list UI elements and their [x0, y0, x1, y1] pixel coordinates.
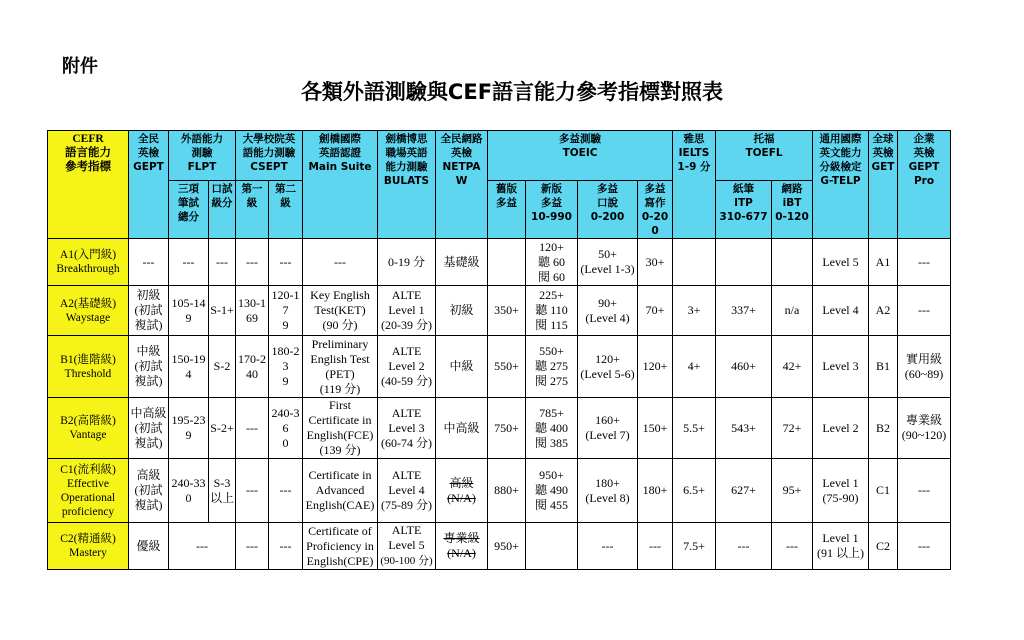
- toefl-itp-cell: 460+: [716, 336, 772, 398]
- header-gept: 全民 英檢 GEPT: [129, 131, 169, 239]
- toefl-ibt-cell: 72+: [772, 398, 813, 459]
- cefr-level: C1(流利級) Effective Operational proficiency: [48, 459, 129, 523]
- gtelp-cell: Level 1 (91 以上): [813, 523, 869, 570]
- get-cell: C2: [869, 523, 898, 570]
- toeic-writing-cell: 70+: [638, 286, 673, 336]
- get-cell: A1: [869, 239, 898, 286]
- netpaw-cell: 高級 (N/A): [436, 459, 488, 523]
- header-toeic: 多益測驗 TOEIC: [488, 131, 673, 181]
- toeic-old-cell: 880+: [488, 459, 526, 523]
- gept-cell: 中高級 (初試 複試): [129, 398, 169, 459]
- cambridge-cell: Certificate in Advanced English(CAE): [303, 459, 378, 523]
- toeic-writing-cell: 150+: [638, 398, 673, 459]
- gept-cell: 中級 (初試 複試): [129, 336, 169, 398]
- toeic-speaking-cell: 180+ (Level 8): [578, 459, 638, 523]
- toeic-new-cell: 785+ 聽 400 閱 385: [526, 398, 578, 459]
- flpt-oral-cell: S-2+: [209, 398, 236, 459]
- table-row: [48, 398, 951, 459]
- csept-level2-cell: ---: [269, 239, 303, 286]
- gept-pro-cell: ---: [898, 239, 951, 286]
- table-row: [48, 286, 951, 336]
- flpt-oral-cell: S-3 以上: [209, 459, 236, 523]
- gtelp-cell: Level 1 (75-90): [813, 459, 869, 523]
- gept-cell: 優級: [129, 523, 169, 570]
- get-cell: B1: [869, 336, 898, 398]
- csept-level2-cell: ---: [269, 523, 303, 570]
- header-cambridge: 劍橋國際 英語認證 Main Suite: [303, 131, 378, 239]
- flpt-cell: ---: [169, 523, 236, 570]
- table-row: [48, 459, 951, 523]
- csept-level1-cell: 170-2 40: [236, 336, 269, 398]
- header-flpt-oral: 口試 級分: [209, 181, 236, 239]
- header-toeic-new: 新版 多益 10-990: [526, 181, 578, 239]
- flpt-oral-cell: ---: [209, 239, 236, 286]
- gtelp-cell: Level 4: [813, 286, 869, 336]
- header-ielts: 雅思 IELTS 1-9 分: [673, 131, 716, 239]
- annex-label: 附件: [62, 56, 98, 77]
- header-toeic-speaking: 多益 口說 0-200: [578, 181, 638, 239]
- flpt-total-cell: 195-239: [169, 398, 209, 459]
- netpaw-cell: 專業級 (N/A): [436, 523, 488, 570]
- get-cell: B2: [869, 398, 898, 459]
- toefl-ibt-cell: 42+: [772, 336, 813, 398]
- bulats-cell: ALTE Level 2 (40-59 分): [378, 336, 436, 398]
- header-gept-pro: 企業 英檢 GEPT Pro: [898, 131, 951, 239]
- toeic-writing-cell: ---: [638, 523, 673, 570]
- header-csept-level1: 第一 級: [236, 181, 269, 239]
- csept-level1-cell: ---: [236, 398, 269, 459]
- flpt-total-cell: 240-330: [169, 459, 209, 523]
- toeic-writing-cell: 30+: [638, 239, 673, 286]
- netpaw-cell: 基礎級: [436, 239, 488, 286]
- header-bulats: 劍橋博思 職場英語 能力測驗 BULATS: [378, 131, 436, 239]
- toeic-new-cell: 950+ 聽 490 閱 455: [526, 459, 578, 523]
- toeic-speaking-cell: 50+ (Level 1-3): [578, 239, 638, 286]
- toeic-speaking-cell: 120+ (Level 5-6): [578, 336, 638, 398]
- gept-pro-cell: ---: [898, 523, 951, 570]
- gept-cell: 初級 (初試 複試): [129, 286, 169, 336]
- toeic-speaking-cell: 160+ (Level 7): [578, 398, 638, 459]
- toeic-writing-cell: 120+: [638, 336, 673, 398]
- toeic-writing-cell: 180+: [638, 459, 673, 523]
- toeic-new-cell: 550+ 聽 275 閱 275: [526, 336, 578, 398]
- cefr-level: B2(高階級) Vantage: [48, 398, 129, 459]
- header-toefl-itp: 紙筆 ITP 310-677: [716, 181, 772, 239]
- csept-level2-cell: 180-23 9: [269, 336, 303, 398]
- toeic-old-cell: 750+: [488, 398, 526, 459]
- header-flpt-total: 三項 筆試 總分: [169, 181, 209, 239]
- gept-pro-cell: ---: [898, 459, 951, 523]
- cambridge-cell: Preliminary English Test (PET) (119 分): [303, 336, 378, 398]
- ielts-cell: 7.5+: [673, 523, 716, 570]
- netpaw-cell: 中高級: [436, 398, 488, 459]
- toefl-ibt-cell: [772, 239, 813, 286]
- header-toeic-writing: 多益 寫作 0-200: [638, 181, 673, 239]
- gtelp-cell: Level 3: [813, 336, 869, 398]
- flpt-total-cell: 150-194: [169, 336, 209, 398]
- bulats-cell: ALTE Level 1 (20-39 分): [378, 286, 436, 336]
- csept-level2-cell: 240-36 0: [269, 398, 303, 459]
- toeic-new-cell: [526, 523, 578, 570]
- toeic-speaking-cell: 90+ (Level 4): [578, 286, 638, 336]
- cambridge-cell: Key English Test(KET) (90 分): [303, 286, 378, 336]
- gtelp-cell: Level 5: [813, 239, 869, 286]
- cefr-level: C2(精通級) Mastery: [48, 523, 129, 570]
- flpt-total-cell: ---: [169, 239, 209, 286]
- table-row: [48, 336, 951, 398]
- flpt-total-cell: 105-149: [169, 286, 209, 336]
- gept-pro-cell: ---: [898, 286, 951, 336]
- gept-cell: ---: [129, 239, 169, 286]
- gept-pro-cell: 專業級 (90~120): [898, 398, 951, 459]
- netpaw-cell: 中級: [436, 336, 488, 398]
- header-flpt: 外語能力 測驗 FLPT: [169, 131, 236, 181]
- toefl-ibt-cell: ---: [772, 523, 813, 570]
- ielts-cell: 4+: [673, 336, 716, 398]
- header-netpaw: 全民網路 英檢 NETPAW: [436, 131, 488, 239]
- get-cell: A2: [869, 286, 898, 336]
- table-row: [48, 523, 951, 570]
- header-toefl-ibt: 網路 iBT 0-120: [772, 181, 813, 239]
- ielts-cell: 3+: [673, 286, 716, 336]
- cefr-comparison-table: [47, 130, 951, 570]
- toefl-itp-cell: [716, 239, 772, 286]
- csept-level1-cell: ---: [236, 459, 269, 523]
- toeic-old-cell: 550+: [488, 336, 526, 398]
- cambridge-cell: ---: [303, 239, 378, 286]
- toeic-old-cell: 950+: [488, 523, 526, 570]
- toefl-itp-cell: 337+: [716, 286, 772, 336]
- toefl-ibt-cell: n/a: [772, 286, 813, 336]
- toeic-new-cell: 120+ 聽 60 閱 60: [526, 239, 578, 286]
- cefr-level: A2(基礎級) Waystage: [48, 286, 129, 336]
- csept-level2-cell: ---: [269, 459, 303, 523]
- header-cefr: CEFR 語言能力 參考指標: [48, 131, 129, 239]
- ielts-cell: 5.5+: [673, 398, 716, 459]
- header-toefl: 托福 TOEFL: [716, 131, 813, 181]
- csept-level1-cell: ---: [236, 239, 269, 286]
- bulats-cell: 0-19 分: [378, 239, 436, 286]
- toeic-new-cell: 225+ 聽 110 閱 115: [526, 286, 578, 336]
- toeic-old-cell: [488, 239, 526, 286]
- page-title: 各類外語測驗與CEF語言能力參考指標對照表: [300, 80, 724, 104]
- flpt-oral-cell: S-2: [209, 336, 236, 398]
- csept-level1-cell: 130-1 69: [236, 286, 269, 336]
- cefr-level: A1(入門級) Breakthrough: [48, 239, 129, 286]
- header-csept: 大學校院英 語能力測驗 CSEPT: [236, 131, 303, 181]
- flpt-oral-cell: S-1+: [209, 286, 236, 336]
- header-csept-level2: 第二 級: [269, 181, 303, 239]
- get-cell: C1: [869, 459, 898, 523]
- csept-level2-cell: 120-17 9: [269, 286, 303, 336]
- toefl-itp-cell: 627+: [716, 459, 772, 523]
- bulats-cell: ALTE Level 4 (75-89 分): [378, 459, 436, 523]
- ielts-cell: [673, 239, 716, 286]
- header-gtelp: 通用國際 英文能力 分級檢定 G-TELP: [813, 131, 869, 239]
- toefl-itp-cell: 543+: [716, 398, 772, 459]
- header-toeic-old: 舊版 多益: [488, 181, 526, 239]
- cambridge-cell: First Certificate in English(FCE) (139 分): [303, 398, 378, 459]
- header-get: 全球 英檢 GET: [869, 131, 898, 239]
- csept-level1-cell: ---: [236, 523, 269, 570]
- toeic-old-cell: 350+: [488, 286, 526, 336]
- gept-pro-cell: 實用級 (60~89): [898, 336, 951, 398]
- toeic-speaking-cell: ---: [578, 523, 638, 570]
- table-row: [48, 239, 951, 286]
- cambridge-cell: Certificate of Proficiency in English(CPE): [303, 523, 378, 570]
- gtelp-cell: Level 2: [813, 398, 869, 459]
- toefl-ibt-cell: 95+: [772, 459, 813, 523]
- bulats-cell: ALTE Level 3 (60-74 分): [378, 398, 436, 459]
- bulats-cell: ALTE Level 5 (90-100 分): [378, 523, 436, 570]
- cefr-level: B1(進階級) Threshold: [48, 336, 129, 398]
- netpaw-cell: 初級: [436, 286, 488, 336]
- ielts-cell: 6.5+: [673, 459, 716, 523]
- toefl-itp-cell: ---: [716, 523, 772, 570]
- gept-cell: 高級 (初試 複試): [129, 459, 169, 523]
